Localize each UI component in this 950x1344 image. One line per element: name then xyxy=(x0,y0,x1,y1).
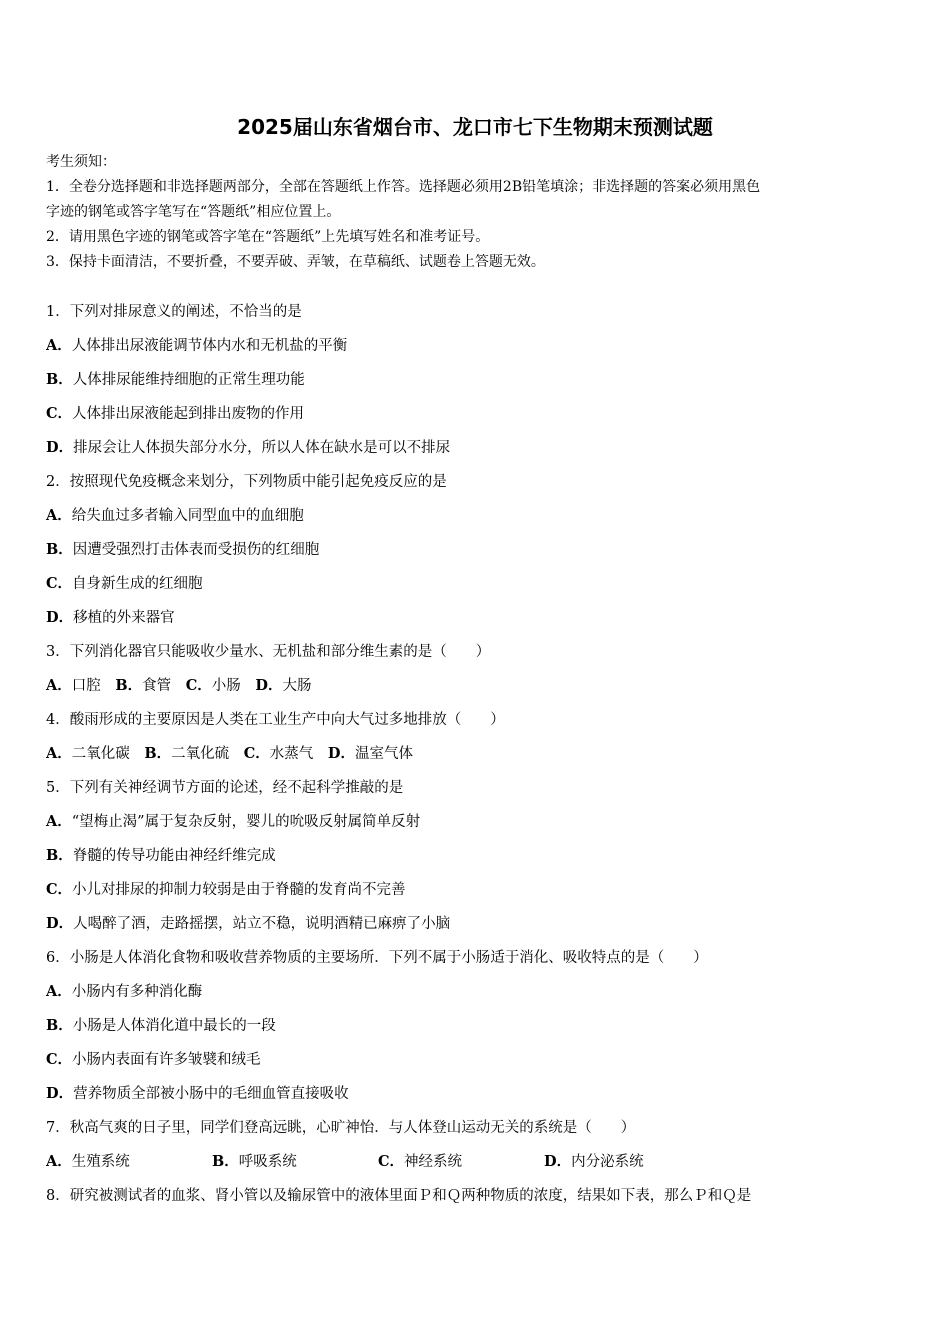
question-8-stem: 8．研究被测试者的血浆、肾小管以及输尿管中的液体里面Ｐ和Ｑ两种物质的浓度，结果如下表，那么Ｐ和Ｑ是 xyxy=(46,1188,752,1204)
option-letter: C． xyxy=(46,881,73,898)
option-letter: C． xyxy=(46,1051,73,1068)
option-letter: A． xyxy=(46,1153,72,1170)
question-6-option-a xyxy=(46,975,906,1009)
option-letter: D． xyxy=(327,745,355,762)
option-text: 人喝醉了酒，走路摇摆，站立不稳，说明酒精已麻痹了小脑 xyxy=(73,916,451,932)
option-letter: A． xyxy=(46,983,72,1000)
question-list xyxy=(46,295,906,1213)
option-letter: A． xyxy=(46,507,72,524)
option-text: 自身新生成的红细胞 xyxy=(72,576,203,592)
option-letter: D． xyxy=(46,915,74,932)
option-text: 二氧化硫 xyxy=(171,746,230,762)
question-1-option-a xyxy=(46,329,906,363)
option-text: 排尿会让人体损失部分水分，所以人体在缺水是可以不排尿 xyxy=(73,440,451,456)
question-4-option-d xyxy=(328,737,413,771)
option-letter: D． xyxy=(544,1153,572,1170)
option-text: 给失血过多者输入同型血中的血细胞 xyxy=(71,508,304,524)
option-text: 小肠内有多种消化酶 xyxy=(71,984,203,1000)
question-1-option-d xyxy=(46,431,906,465)
page-title: 2025届山东省烟台市、龙口市七下生物期末预测试题 xyxy=(237,115,713,139)
question-5-option-a xyxy=(46,805,906,839)
question-7-option-a xyxy=(46,1145,212,1179)
question-3-option-c xyxy=(186,669,241,703)
question-6-stem: 6．小肠是人体消化食物和吸收营养物质的主要场所．下列不属于小肠适于消化、吸收特点的是（ ） xyxy=(46,950,708,966)
option-letter: B． xyxy=(144,745,172,762)
option-letter: B． xyxy=(46,371,73,388)
question-4-options xyxy=(46,737,906,771)
option-text: 食管 xyxy=(142,678,172,694)
question-3-option-d xyxy=(255,669,311,703)
option-letter: C． xyxy=(243,745,270,762)
question-2-stem: 2．按照现代免疫概念来划分，下列物质中能引起免疫反应的是 xyxy=(46,474,447,490)
option-text: 小肠内表面有许多皱襞和绒毛 xyxy=(72,1052,261,1068)
option-letter: A． xyxy=(46,745,72,762)
question-4-stem: 4．酸雨形成的主要原因是人类在工业生产中向大气过多地排放（ ） xyxy=(46,712,505,728)
option-letter: A． xyxy=(46,677,72,694)
option-letter: B． xyxy=(46,541,73,558)
question-5-option-d xyxy=(46,907,906,941)
question-3-option-b xyxy=(115,669,171,703)
option-letter: B． xyxy=(212,1153,239,1170)
option-text: 神经系统 xyxy=(404,1154,463,1170)
question-3-stem: 3．下列消化器官只能吸收少量水、无机盐和部分维生素的是（ ） xyxy=(46,644,491,660)
question-5-option-b xyxy=(46,839,906,873)
option-text: 二氧化碳 xyxy=(71,746,130,762)
option-letter: D． xyxy=(46,609,74,626)
option-text: 小肠 xyxy=(211,678,241,694)
notice-line: 字迹的钢笔或答字笔写在“答题纸”相应位置上。 xyxy=(46,204,341,220)
option-text: 因遭受强烈打击体表而受损伤的红细胞 xyxy=(72,542,320,558)
option-text: 呼吸系统 xyxy=(238,1154,297,1170)
notice-line: 2．请用黑色字迹的钢笔或答字笔在“答题纸”上先填写姓名和准考证号。 xyxy=(46,229,490,245)
question-7-option-c xyxy=(378,1145,544,1179)
option-letter: C． xyxy=(46,405,73,422)
option-text: 生殖系统 xyxy=(71,1154,130,1170)
question-1-stem: 1．下列对排尿意义的阐述，不恰当的是 xyxy=(46,304,302,320)
option-letter: D． xyxy=(46,1085,74,1102)
option-letter: A． xyxy=(46,813,72,830)
question-1-option-b xyxy=(46,363,906,397)
option-text: 水蒸气 xyxy=(269,746,314,762)
question-4-option-a xyxy=(46,737,130,771)
question-7-option-d xyxy=(544,1145,644,1179)
question-7-options xyxy=(46,1145,906,1179)
option-letter: C． xyxy=(46,575,73,592)
notice-line: 1．全卷分选择题和非选择题两部分，全部在答题纸上作答。选择题必须用2B铅笔填涂；非选择题的答案必须用黑色 xyxy=(46,179,761,195)
option-text: 口腔 xyxy=(71,678,101,694)
option-text: 移植的外来器官 xyxy=(73,610,175,626)
question-5-option-c xyxy=(46,873,906,907)
notice-line: 3．保持卡面清洁，不要折叠，不要弄破、弄皱，在草稿纸、试题卷上答题无效。 xyxy=(46,254,545,270)
option-text: 温室气体 xyxy=(354,746,413,762)
question-2-option-a xyxy=(46,499,906,533)
question-4-option-c xyxy=(244,737,314,771)
notice-heading: 考生须知： xyxy=(46,154,116,170)
question-1-option-c xyxy=(46,397,906,431)
option-text: 大肠 xyxy=(282,678,312,694)
question-3-options xyxy=(46,669,906,703)
question-3-option-a xyxy=(46,669,101,703)
question-7-stem: 7．秋高气爽的日子里，同学们登高远眺，心旷神怡．与人体登山运动无关的系统是（ ） xyxy=(46,1120,636,1136)
option-text: 脊髓的传导功能由神经纤维完成 xyxy=(72,848,276,864)
option-text: 小肠是人体消化道中最长的一段 xyxy=(72,1018,276,1034)
option-letter: B． xyxy=(115,677,143,694)
option-text: “望梅止渴”属于复杂反射，婴儿的吮吸反射属简单反射 xyxy=(71,814,421,830)
question-6-option-b xyxy=(46,1009,906,1043)
option-letter: D． xyxy=(255,677,283,694)
notice-section xyxy=(46,150,906,275)
option-text: 内分泌系统 xyxy=(571,1154,644,1170)
question-6-option-c xyxy=(46,1043,906,1077)
option-letter: C． xyxy=(378,1153,405,1170)
question-4-option-b xyxy=(144,737,229,771)
question-2-option-c xyxy=(46,567,906,601)
option-letter: C． xyxy=(185,677,212,694)
option-text: 人体排出尿液能调节体内水和无机盐的平衡 xyxy=(71,338,348,354)
option-text: 人体排尿能维持细胞的正常生理功能 xyxy=(72,372,305,388)
option-letter: A． xyxy=(46,337,72,354)
option-letter: B． xyxy=(46,847,73,864)
option-text: 人体排出尿液能起到排出废物的作用 xyxy=(72,406,305,422)
option-text: 营养物质全部被小肠中的毛细血管直接吸收 xyxy=(73,1086,349,1102)
question-5-stem: 5．下列有关神经调节方面的论述，经不起科学推敲的是 xyxy=(46,780,404,796)
question-2-option-d xyxy=(46,601,906,635)
question-2-option-b xyxy=(46,533,906,567)
question-6-option-d xyxy=(46,1077,906,1111)
option-text: 小儿对排尿的抑制力较弱是由于脊髓的发育尚不完善 xyxy=(72,882,406,898)
option-letter: D． xyxy=(46,439,74,456)
option-letter: B． xyxy=(46,1017,73,1034)
question-7-option-b xyxy=(212,1145,378,1179)
